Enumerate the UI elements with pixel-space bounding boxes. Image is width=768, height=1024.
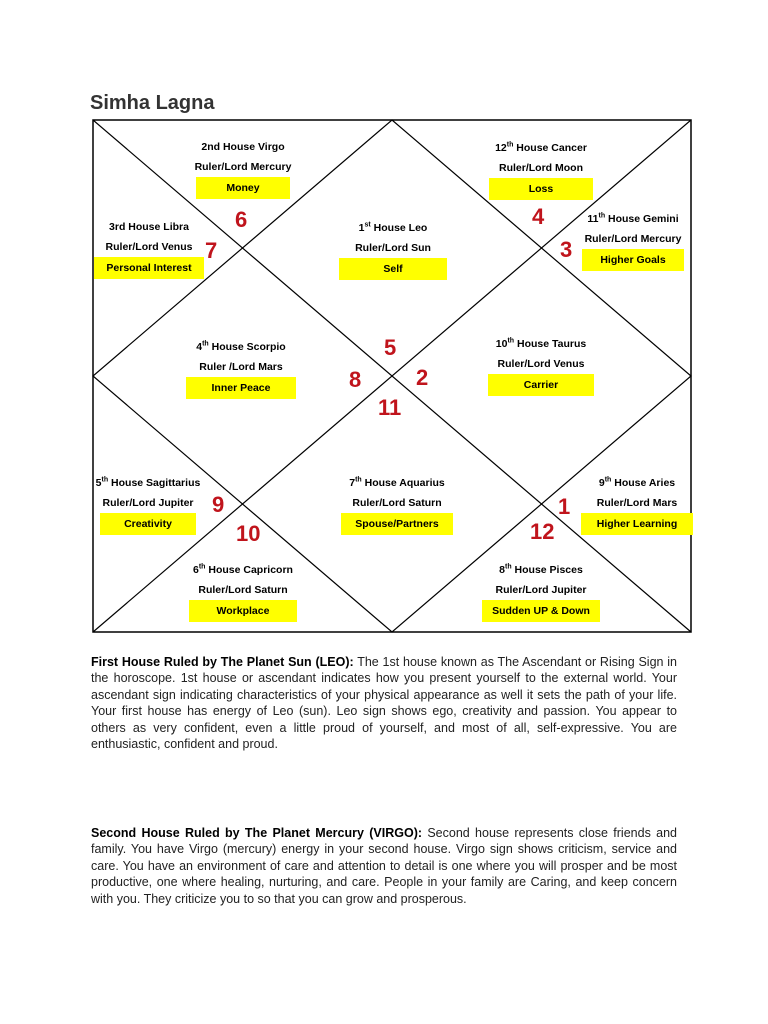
house-12-name: 12th House Cancer	[495, 141, 587, 154]
sign-number-1: 1	[558, 494, 571, 519]
sign-number-10: 10	[236, 521, 261, 546]
house-2-theme: Money	[196, 177, 289, 199]
house-4	[166, 340, 316, 399]
house-4-ruler: Ruler /Lord Mars	[199, 361, 283, 373]
house-1-ruler: Ruler/Lord Sun	[355, 242, 431, 254]
house-3-name: 3rd House Libra	[109, 221, 189, 233]
house-7-name: 7th House Aquarius	[349, 476, 445, 489]
house-6-name: 6th House Capricorn	[193, 563, 293, 576]
house-9-theme: Higher Learning	[581, 513, 694, 535]
sign-number-8: 8	[349, 367, 362, 392]
house-5-theme: Creativity	[100, 513, 196, 535]
page-title: Simha Lagna	[90, 92, 215, 114]
sign-number-7: 7	[205, 238, 218, 263]
house-6-theme: Workplace	[189, 600, 298, 622]
sign-number-9: 9	[212, 492, 225, 517]
house-10-name: 10th House Taurus	[495, 337, 587, 350]
house-7	[322, 476, 472, 535]
house-5-ruler: Ruler/Lord Jupiter	[102, 497, 194, 509]
sign-number-4: 4	[532, 204, 545, 229]
house-7-ruler: Ruler/Lord Saturn	[352, 497, 442, 509]
house-10-ruler: Ruler/Lord Venus	[497, 358, 585, 370]
sign-number-2: 2	[416, 365, 429, 390]
house-11-ruler: Ruler/Lord Mercury	[584, 233, 682, 245]
house-1-theme: Self	[339, 258, 446, 280]
house-12-ruler: Ruler/Lord Moon	[499, 162, 583, 174]
house-5	[88, 476, 208, 535]
house-5-name: 5th House Sagittarius	[95, 476, 201, 489]
house-9-name: 9th House Aries	[598, 476, 676, 489]
house-9-ruler: Ruler/Lord Mars	[596, 497, 678, 509]
paragraph-first-house-body: The 1st house known as The Ascendant or Rising Sign in the horoscope. 1st house or ascendant indicates how you present yourself to the external world. Your ascendant sign indicating characteristics of your physical appearance as well it sets the path of your life. Your first house has energy of Leo (sun). Leo sign shows ego, creativity and passion. You appear to others as very confident, even a little proud of yourself, and most of all, self-expressive. You are enthusiastic, confident and proud.	[91, 655, 677, 752]
house-10	[466, 337, 616, 396]
house-3-ruler: Ruler/Lord Venus	[105, 241, 193, 253]
house-4-theme: Inner Peace	[186, 377, 297, 399]
house-1	[318, 221, 468, 280]
house-2	[168, 140, 318, 199]
house-11-theme: Higher Goals	[582, 249, 683, 271]
house-1-name: 1st House Leo	[358, 221, 428, 234]
paragraph-second-house-body: Second house represents close friends and family. You have Virgo (mercury) energy in your second house. Virgo sign shows criticism, service and care. You have an environment of care and attention to detail is one where you will prosper and be most productive, one where healing, nurturing, and care. People in your family are Caring, and keep concern with you. They criticize you to so that you can grow and prosperous.	[91, 826, 677, 906]
house-7-theme: Spouse/Partners	[341, 513, 452, 535]
sign-number-12: 12	[530, 519, 555, 544]
house-6	[168, 563, 318, 622]
paragraph-first-house-heading: First House Ruled by The Planet Sun (LEO):	[91, 655, 354, 669]
house-12-theme: Loss	[489, 178, 594, 200]
sign-number-11: 11	[378, 395, 402, 420]
paragraph-second-house	[91, 825, 677, 907]
house-10-theme: Carrier	[488, 374, 594, 396]
house-6-ruler: Ruler/Lord Saturn	[198, 584, 288, 596]
sign-number-6: 6	[235, 207, 248, 232]
house-12	[466, 141, 616, 200]
house-9	[572, 476, 702, 535]
house-8	[466, 563, 616, 622]
house-3	[84, 220, 214, 279]
house-2-name: 2nd House Virgo	[201, 141, 285, 153]
house-11-name: 11th House Gemini	[587, 212, 679, 225]
house-8-name: 8th House Pisces	[499, 563, 583, 576]
house-8-ruler: Ruler/Lord Jupiter	[495, 584, 587, 596]
house-3-theme: Personal Interest	[94, 257, 203, 279]
paragraph-first-house	[91, 654, 677, 752]
house-2-ruler: Ruler/Lord Mercury	[194, 161, 292, 173]
house-11	[568, 212, 698, 271]
house-8-theme: Sudden UP & Down	[482, 600, 600, 622]
sign-number-5: 5	[384, 335, 397, 360]
paragraph-second-house-heading: Second House Ruled by The Planet Mercury (VIRGO):	[91, 826, 423, 840]
sign-number-3: 3	[560, 237, 573, 262]
house-4-name: 4th House Scorpio	[196, 340, 286, 353]
